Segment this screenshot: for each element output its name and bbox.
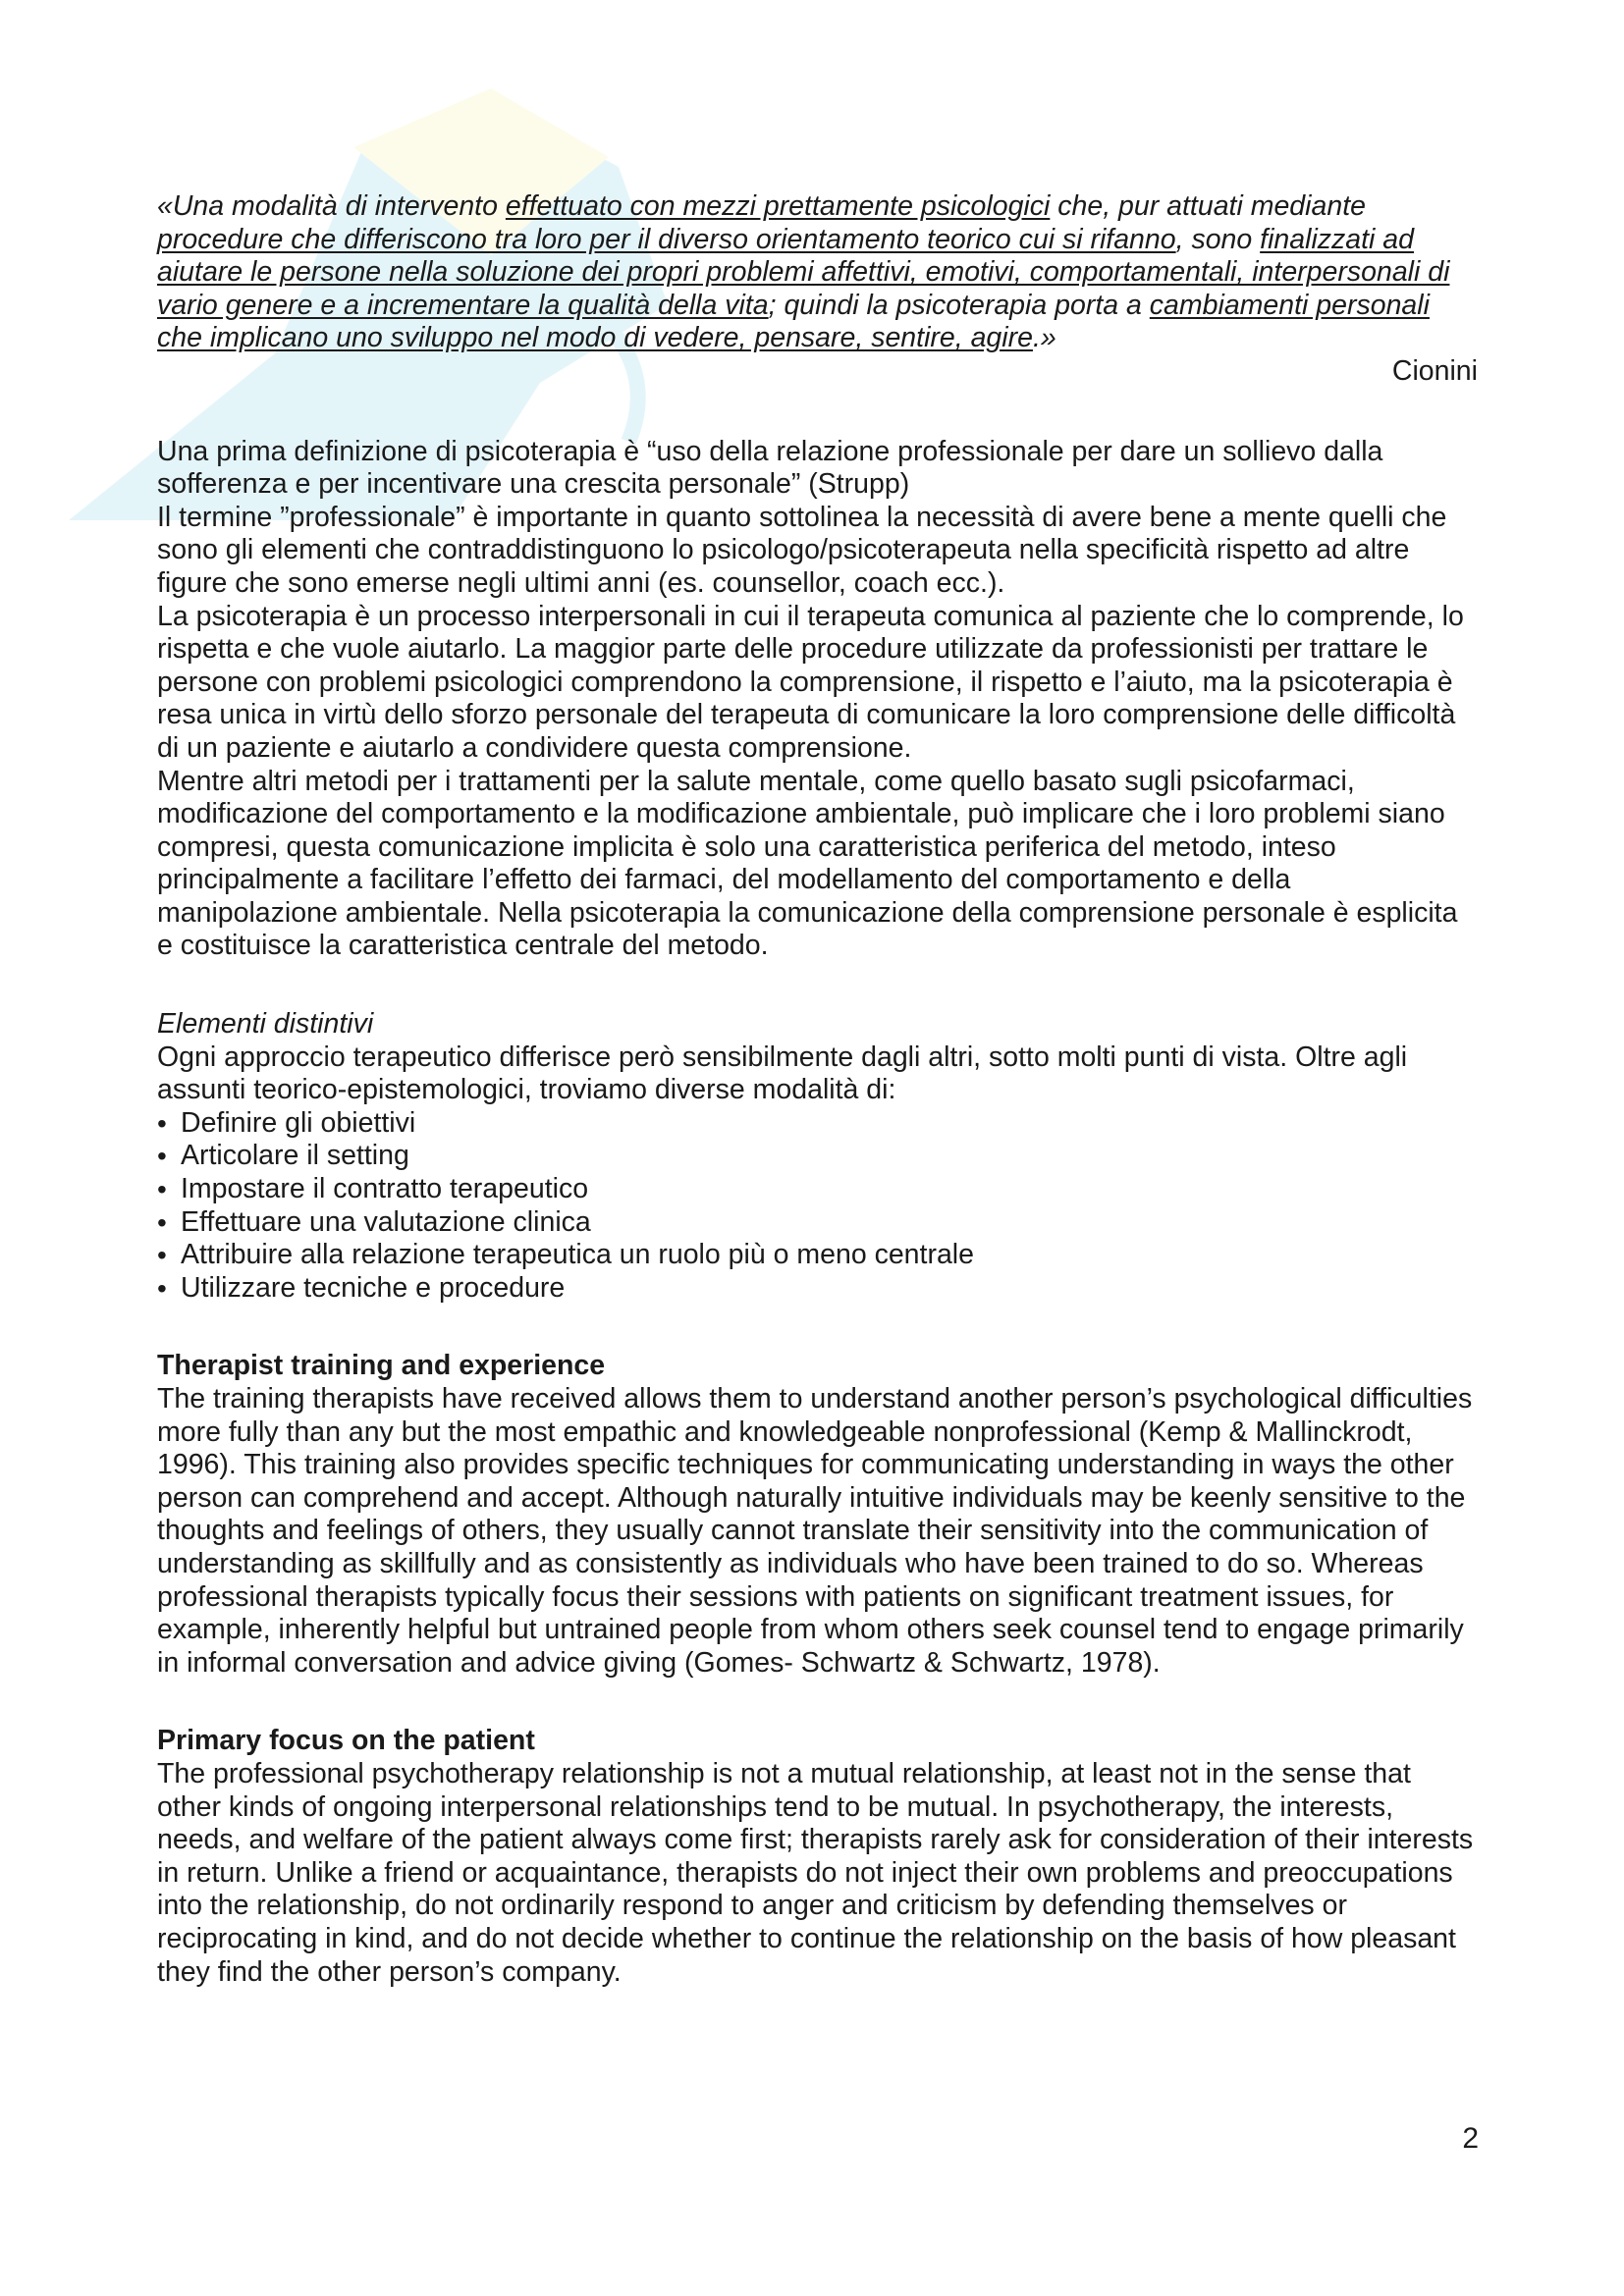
list-item: • Articolare il setting (157, 1140, 1478, 1173)
training-heading: Therapist training and experience (157, 1350, 606, 1382)
cionini-quote: «Una modalità di intervento effettuato con mezzi prettamente psicologici che, pur attuati mediante procedure che differiscono tra loro per il diverso orientamento teorico cui si rifanno, sono finalizzati ad aiutare le persone nella soluzione dei propri problemi affettivi, emotivi, comportamentali, interpersonali di vario genere e a incrementare la qualità della vita; quindi la psicoterapia porta a cambiamenti personali che implicano uno sviluppo nel modo di vedere, pensare, sentire, agire.» (157, 190, 1450, 354)
list-item: • Attribuire alla relazione terapeutica un ruolo più o meno centrale (157, 1239, 1478, 1272)
list-item: • Impostare il contratto terapeutico (157, 1173, 1478, 1206)
list-item: • Effettuare una valutazione clinica (157, 1206, 1478, 1240)
focus-body: The professional psychotherapy relationship is not a mutual relationship, at least not in the sense that other kinds of ongoing interpersonal relationships tend to be mutual. In psychotherapy, the interests, needs, and welfare of the patient always come first; therapists rarely ask for consideration of their interests in return. Unlike a friend or acquaintance, therapists do not inject their own problems and preoccupations into the relationship, do not ordinarily respond to anger and criticism by defending themselves or reciprocating in kind, and do not decide whether to continue the relationship on the basis of how pleasant they find the other person’s company. (157, 1757, 1474, 1988)
list-item: • Utilizzare tecniche e procedure (157, 1272, 1478, 1306)
quote-underline-2: procedure che differiscono tra loro per il diverso orientamento teorico cui si rifanno (157, 223, 1176, 255)
definition-paragraph-3: La psicoterapia è un processo interpersonali in cui il terapeuta comunica al paziente che lo comprende, lo rispetta e che vuole aiutarlo. La maggior parte delle procedure utilizzate da professionisti per trattare le persone con problemi psicologici comprendono la comprensione, il rispetto e l’aiuto, ma la psicoterapia è resa unica in virtù dello sforzo personale del terapeuta di comunicare la loro comprensione delle difficoltà di un paziente e aiutarlo a condividere questa comprensione. (157, 600, 1464, 764)
definition-paragraph-4: Mentre altri metodi per i trattamenti per la salute mentale, come quello basato sugli psicofarmaci, modificazione del comportamento e la modificazione ambientale, può implicare che i loro problemi siano compresi, questa comunicazione implicita è solo una caratteristica periferica del metodo, inteso principalmente a facilitare l’effetto dei farmaci, del modellamento del comportamento e della manipolazione ambientale. Nella psicoterapia la comunicazione della comprensione personale è esplicita e costituisce la caratteristica centrale del metodo. (157, 765, 1458, 962)
training-body: The training therapists have received allows them to understand another person’s psychological difficulties more fully than any but the most empathic and knowledgeable nonprofessional (Kemp & Mallinckrodt, 1996). This training also provides specific techniques for communicating understanding in ways the other person can comprehend and accept. Although naturally intuitive individuals may be keenly sensitive to the thoughts and feelings of others, they usually cannot translate their sensitivity into the communication of understanding as skillfully and as consistently as individuals who have been trained to do so. Whereas professional therapists typically focus their sessions with patients on significant treatment issues, for example, inherently helpful but untrained people from whom others seek counsel tend to engage primarily in informal conversation and advice giving (Gomes- Schwartz & Schwartz, 1978). (157, 1383, 1473, 1679)
definition-paragraph-2: Il termine ”professionale” è importante in quanto sottolinea la necessità di avere bene a mente quelli che sono gli elementi che contraddistinguono lo psicologo/psicoterapeuta nella specificità rispetto ad altre figure che sono emerse negli ultimi anni (es. counsellor, coach ecc.). (157, 501, 1447, 599)
page-number: 2 (1462, 2122, 1479, 2155)
elements-list (157, 1107, 1478, 1306)
quote-underline-1: effettuato con mezzi prettamente psicologici (505, 190, 1051, 222)
list-item: • Definire gli obiettivi (157, 1107, 1478, 1141)
quote-underline-3: finalizzati ad aiutare le persone nella soluzione dei propri problemi affettivi, emotivi, comportamentali, interpersonali di vario genere e a incrementare la qualità della vita (157, 223, 1450, 321)
quote-author: Cionini (1391, 354, 1478, 387)
elements-heading: Elementi distintivi (157, 1008, 374, 1041)
focus-heading: Primary focus on the patient (157, 1725, 535, 1757)
elements-intro: Ogni approccio terapeutico differisce però sensibilmente dagli altri, sotto molti punti di vista. Oltre agli assunti teorico-epistemologici, troviamo diverse modalità di: (157, 1041, 1408, 1106)
quote-underline-4: cambiamenti personali che implicano uno sviluppo nel modo di vedere, pensare, sentire, agire (157, 289, 1430, 354)
document-page (157, 190, 1478, 1989)
definition-paragraph-1: Una prima definizione di psicoterapia è “uso della relazione professionale per dare un sollievo dalla sofferenza e per incentivare una crescita personale” (Strupp) (157, 435, 1383, 501)
